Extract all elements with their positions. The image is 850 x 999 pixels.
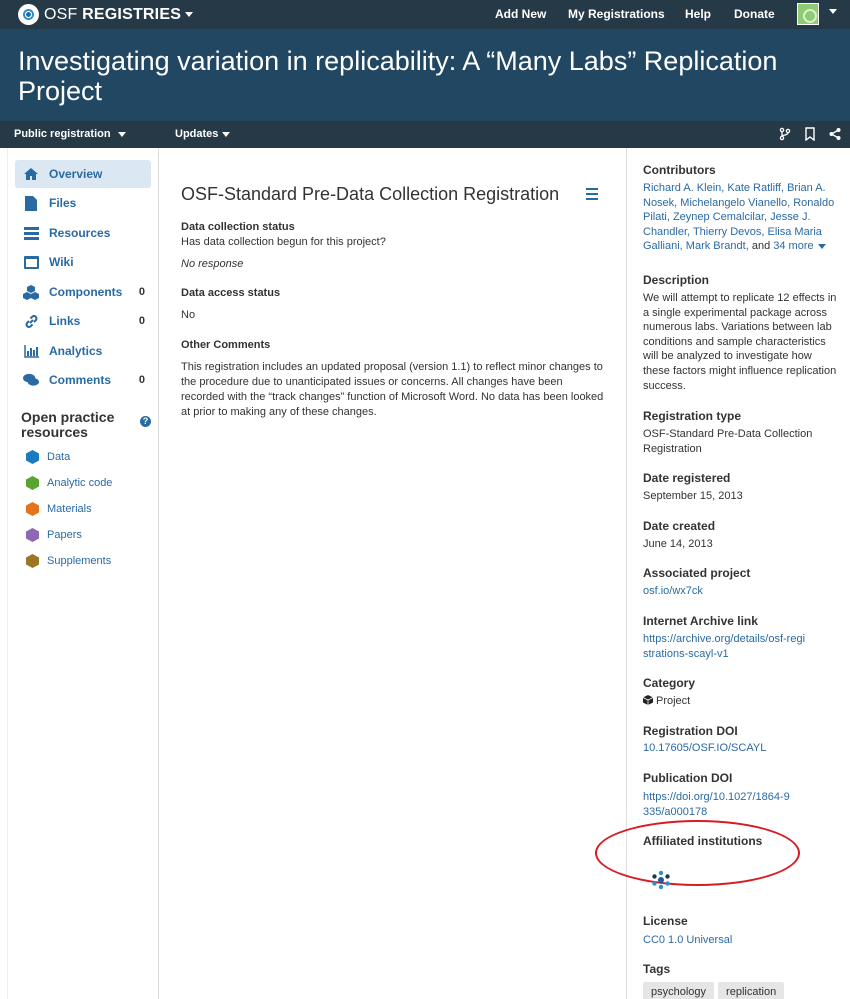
papers-badge-icon [26,528,39,542]
date-registered-value: September 15, 2013 [643,490,743,502]
date-created-label: Date created [643,519,716,533]
components-icon [23,284,39,300]
registration-type-value: OSF-Standard Pre-Data Collection Registration [643,428,813,455]
institution-logo-icon[interactable] [650,870,672,890]
sidebar-item-resources[interactable] [15,219,151,247]
open-practice-label: Data [47,451,71,463]
question-text: Has data collection begun for this project? [181,236,386,248]
sidebar-item-label: Overview [49,167,103,181]
question-answer: This registration includes an updated proposal (version 1.1) to reflect minor changes to the procedure due to unanticipated issues or concerns. All changes have been recorded with the “track changes” function of Microsoft Word. No data has been looked at prior to making any of these changes. [181,361,604,418]
contributor-links[interactable]: Richard A. Klein, Kate Ratliff, Brian A. Nosek, Michelangelo Vianello, Ronaldo Pilati, Zeynep Cemalcilar, Jesse J. Chandler, Thierry Devos, Elisa Maria Galliani, Mark Brandt, [643,182,835,253]
home-icon [23,166,39,182]
associated-project-label: Associated project [643,566,751,580]
category-value: Project [643,694,839,709]
contributors-list [643,181,839,254]
resources-icon [23,225,39,241]
open-practice-data[interactable] [26,448,70,466]
sidebar-item-label: Wiki [49,255,74,269]
brand-name: OSF REGISTRIES [44,5,182,23]
sidebar-item-label: Components [49,285,123,299]
question-answer: No response [181,258,244,270]
comments-icon [23,372,39,388]
share-icon[interactable] [828,127,842,141]
help-icon[interactable]: ? [140,416,151,427]
left-sidebar [7,148,159,999]
chevron-down-icon [222,132,230,137]
highlight-annotation-ellipse [595,820,800,886]
question-title: Data collection status [181,221,295,233]
open-practice-label: Analytic code [47,477,113,489]
open-practice-label: Supplements [47,555,112,567]
registration-content [181,184,606,418]
avatar[interactable] [797,3,819,25]
tags-label: Tags [643,962,671,976]
code-badge-icon [26,476,39,490]
wiki-icon [23,254,39,270]
open-practice-analytic-code[interactable] [26,474,112,492]
updates-dropdown[interactable]: Updates [175,128,230,140]
sidebar-item-links[interactable] [15,307,151,335]
question-title: Data access status [181,287,281,299]
top-navbar [0,0,850,29]
open-practice-label: Materials [47,503,92,515]
chevron-down-icon [185,12,193,17]
question-title: Other Comments [181,339,271,351]
registration-doi-link[interactable]: 10.17605/OSF.IO/SCAYL [643,742,767,754]
contributors-label: Contributors [643,163,716,177]
chevron-down-icon [818,244,826,249]
open-practice-supplements[interactable] [26,552,111,570]
sidebar-item-overview[interactable] [15,160,151,188]
sidebar-item-analytics[interactable] [15,337,151,365]
cube-icon [643,695,653,705]
sidebar-item-components[interactable] [15,278,151,306]
materials-badge-icon [26,502,39,516]
sidebar-item-label: Resources [49,226,111,240]
description-label: Description [643,273,710,287]
internet-archive-link[interactable]: https://archive.org/details/osf-registrations-scayl-v1 [643,633,806,660]
help-link[interactable]: Help [685,7,712,21]
publication-doi-link[interactable]: https://doi.org/10.1027/1864-9335/a000178 [643,791,790,818]
tags-list [643,982,839,999]
tag[interactable]: replication [718,982,784,999]
registration-type-label: Registration type [643,409,742,423]
open-practice-papers[interactable] [26,526,82,544]
chevron-down-icon[interactable] [829,9,837,14]
sidebar-item-files[interactable] [15,189,151,217]
bookmark-icon[interactable] [803,127,817,141]
sidebar-item-label: Links [49,314,81,328]
analytics-icon [23,343,39,359]
sidebar-item-comments[interactable] [15,366,151,394]
contributors-and: and [751,240,771,253]
date-registered-label: Date registered [643,471,731,485]
page-title: Investigating variation in replicability: A “Many Labs” Replication Project [18,46,778,106]
open-practice-heading: Open practice resources [21,409,115,440]
chevron-down-icon [118,132,126,137]
link-icon [23,313,39,329]
internet-archive-label: Internet Archive link [643,614,758,628]
date-created-value: June 14, 2013 [643,538,713,550]
tag[interactable]: psychology [643,982,714,999]
registration-header [0,29,850,121]
affiliated-institutions-label: Affiliated institutions [643,834,763,848]
sidebar-item-wiki[interactable] [15,248,151,276]
open-practice-label: Papers [47,529,82,541]
comments-count: 0 [138,374,145,386]
registration-doi-label: Registration DOI [643,724,738,738]
schema-heading: OSF-Standard Pre-Data Collection Registration [181,184,560,204]
more-contributors-button[interactable]: 34 more [773,240,825,252]
fork-icon[interactable] [778,127,792,141]
brand-menu[interactable] [18,4,193,25]
open-practice-materials[interactable] [26,500,92,518]
osf-logo-icon [18,4,39,25]
description-text: We will attempt to replicate 12 effects in a single experimental package across numerous labs. Variations between lab conditions and sample characteristics will be analyzed to investigate how these factors might influence replication success. [643,292,837,392]
publication-doi-label: Publication DOI [643,771,733,785]
associated-project-link[interactable]: osf.io/wx7ck [643,585,703,597]
sidebar-item-label: Comments [49,373,112,387]
hamburger-menu-icon[interactable] [586,188,598,200]
sidebar-item-label: Files [49,196,77,210]
public-registration-dropdown[interactable]: Public registration [14,128,126,140]
components-count: 0 [138,286,145,298]
category-label: Category [643,676,696,690]
license-link[interactable]: CC0 1.0 Universal [643,934,733,946]
question-answer: No [181,309,196,321]
donate-link[interactable]: Donate [734,7,775,21]
license-label: License [643,914,688,928]
supplements-badge-icon [26,554,39,568]
add-new-link[interactable]: Add New [495,7,547,21]
links-count: 0 [138,315,145,327]
my-registrations-link[interactable]: My Registrations [568,7,665,21]
registration-toolbar [0,121,850,148]
file-icon [23,195,39,211]
sidebar-item-label: Analytics [49,344,103,358]
data-badge-icon [26,450,39,464]
